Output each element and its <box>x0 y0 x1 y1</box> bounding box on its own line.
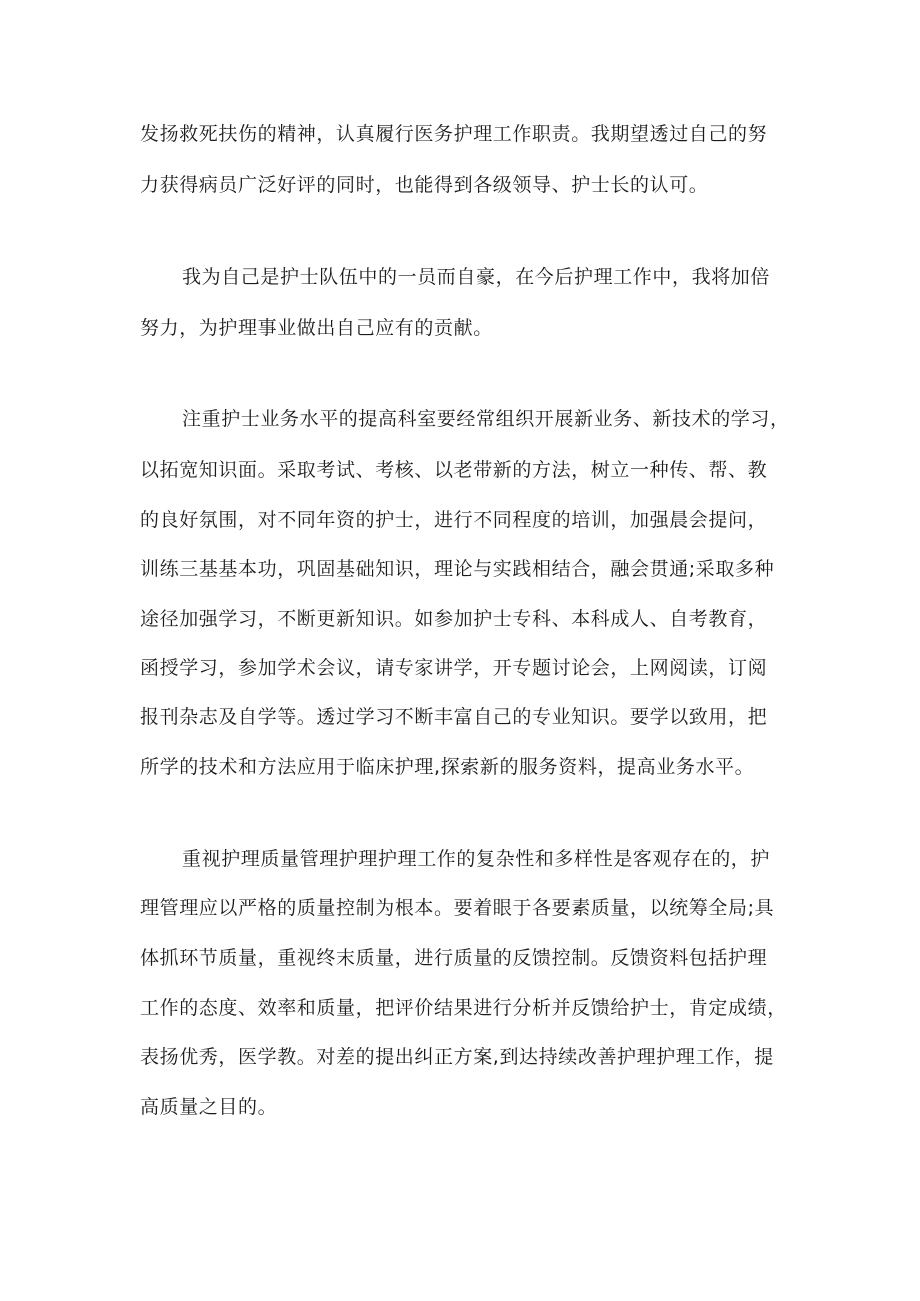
text-line: 发扬救死扶伤的精神，认真履行医务护理工作职责。我期望透过自己的努 <box>140 123 768 145</box>
text-line: 函授学习，参加学术会议，请专家讲学，开专题讨论会，上网阅读，订阅 <box>140 657 768 679</box>
text-line: 我为自己是护士队伍中的一员而自豪，在今后护理工作中，我将加倍 <box>182 266 771 288</box>
text-line: 训练三基基本功，巩固基础知识，理论与实践相结合，融会贯通;采取多种 <box>140 558 775 580</box>
text-line: 力获得病员广泛好评的同时，也能得到各级领导、护士长的认可。 <box>140 174 709 196</box>
text-line: 理管理应以严格的质量控制为根本。要着眼于各要素质量，以统筹全局;具 <box>140 897 775 919</box>
text-line: 注重护士业务水平的提高科室要经常组织开展新业务、新技术的学习， <box>182 408 790 430</box>
text-line: 的良好氛围，对不同年资的护士，进行不同程度的培训，加强晨会提问， <box>140 509 768 531</box>
text-line: 表扬优秀，医学教。对差的提出纠正方案,到达持续改善护理护理工作，提 <box>140 1046 774 1068</box>
text-line: 途径加强学习，不断更新知识。如参加护士专科、本科成人、自考教育， <box>140 608 768 630</box>
text-line: 报刊杂志及自学等。透过学习不断丰富自己的专业知识。要学以致用，把 <box>140 706 768 728</box>
text-line: 重视护理质量管理护理护理工作的复杂性和多样性是客观存在的，护 <box>182 848 771 870</box>
text-line: 工作的态度、效率和质量，把评价结果进行分析并反馈给护士，肯定成绩， <box>140 997 787 1019</box>
text-line: 以拓宽知识面。采取考试、考核、以老带新的方法，树立一种传、帮、教 <box>140 459 768 481</box>
text-line: 努力，为护理事业做出自己应有的贡献。 <box>140 317 493 339</box>
text-line: 体抓环节质量，重视终末质量，进行质量的反馈控制。反馈资料包括护理 <box>140 947 768 969</box>
text-line: 高质量之目的。 <box>140 1096 278 1118</box>
text-line: 所学的技术和方法应用于临床护理,探索新的服务资料，提高业务水平。 <box>140 756 755 778</box>
